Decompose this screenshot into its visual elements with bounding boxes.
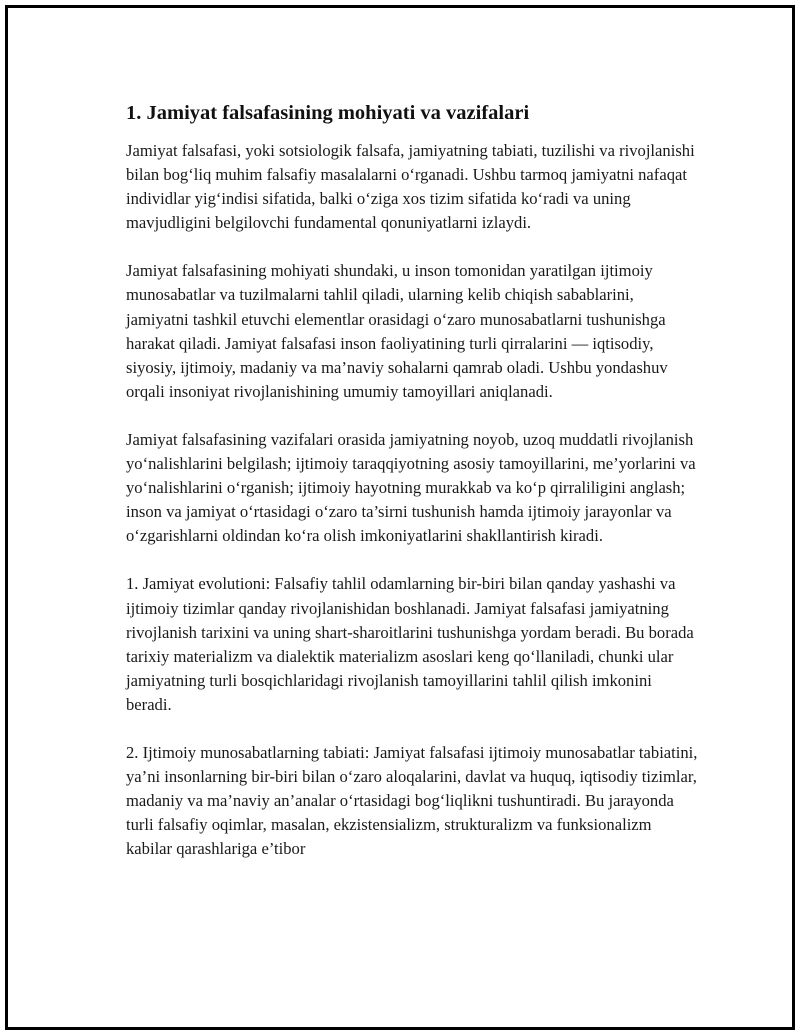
paragraph-essence: Jamiyat falsafasining mohiyati shundaki, u inson tomonidan yaratilgan ijtimoiy munosabatlar va tuzilmalarni tahlil qiladi, ularning kelib chiqish sabablarini, jamiyatni tashkil etuvchi elementlar orasidagi o‘zaro munosabatlarni tushunishga harakat qiladi. Jamiyat falsafasi inson faoliyatining turli qirralarini — iqtisodiy, siyosiy, ijtimoiy, madaniy va ma’naviy sohalarni qamrab oladi. Ushbu yondashuv orqali insoniyat rivojlanishining umumiy tamoyillari aniqlanadi. [126, 261, 668, 401]
document-body [120, 98, 700, 861]
paragraph-tasks: Jamiyat falsafasining vazifalari orasida jamiyatning noyob, uzoq muddatli rivojlanish yo‘nalishlarini belgilash; ijtimoiy taraqqiyotning asosiy tamoyillarini, me’yorlarini va yo‘nalishlarini o‘rganish; ijtimoiy hayotning murakkab va ko‘p qirraliligini anglash; inson va jamiyat o‘rtasidagi o‘zaro ta’sirni tushunish hamda ijtimoiy jarayonlar va o‘zgarishlarni oldindan ko‘ra olish imkoniyatlarini shakllantirish kiradi. [126, 429, 696, 546]
paragraph-evolution: 1. Jamiyat evolutioni: Falsafiy tahlil odamlarning bir-biri bilan qanday yashashi va ijtimoiy tizimlar qanday rivojlanishidan boshlanadi. Jamiyat falsafasi jamiyatning rivojlanish tarixini va uning shart-sharoitlarini tushunishga yordam beradi. Bu borada tarixiy materializm va dialektik materializm asoslari keng qo‘llaniladi, chunki ular jamiyatning turli bosqichlaridagi rivojlanish tamoyillarini tahlil qilish imkonini beradi. [126, 574, 694, 714]
paragraph-intro: Jamiyat falsafasi, yoki sotsiologik falsafa, jamiyatning tabiati, tuzilishi va rivojlanishi bilan bog‘liq muhim falsafiy masalalarni o‘rganadi. Ushbu tarmoq jamiyatni nafaqat individlar yig‘indisi sifatida, balki o‘ziga xos tizim sifatida ko‘radi va uning mavjudligini belgilovchi fundamental qonuniyatlarni izlaydi. [126, 141, 695, 233]
page-frame [5, 5, 795, 1030]
paragraph-social-relations: 2. Ijtimoiy munosabatlarning tabiati: Jamiyat falsafasi ijtimoiy munosabatlar tabiatini, ya’ni insonlarning bir-biri bilan o‘zaro aloqalarini, davlat va huquq, iqtisodiy tizimlar, madaniy va ma’naviy an’analar o‘rtasidagi bog‘liqlikni tushuntiradi. Bu jarayonda turli falsafiy oqimlar, masalan, ekzistensializm, strukturalizm va funksionalizm kabilar qarashlariga e’tibor [126, 742, 698, 859]
section-heading: 1. Jamiyat falsafasining mohiyati va vazifalari [126, 102, 530, 124]
